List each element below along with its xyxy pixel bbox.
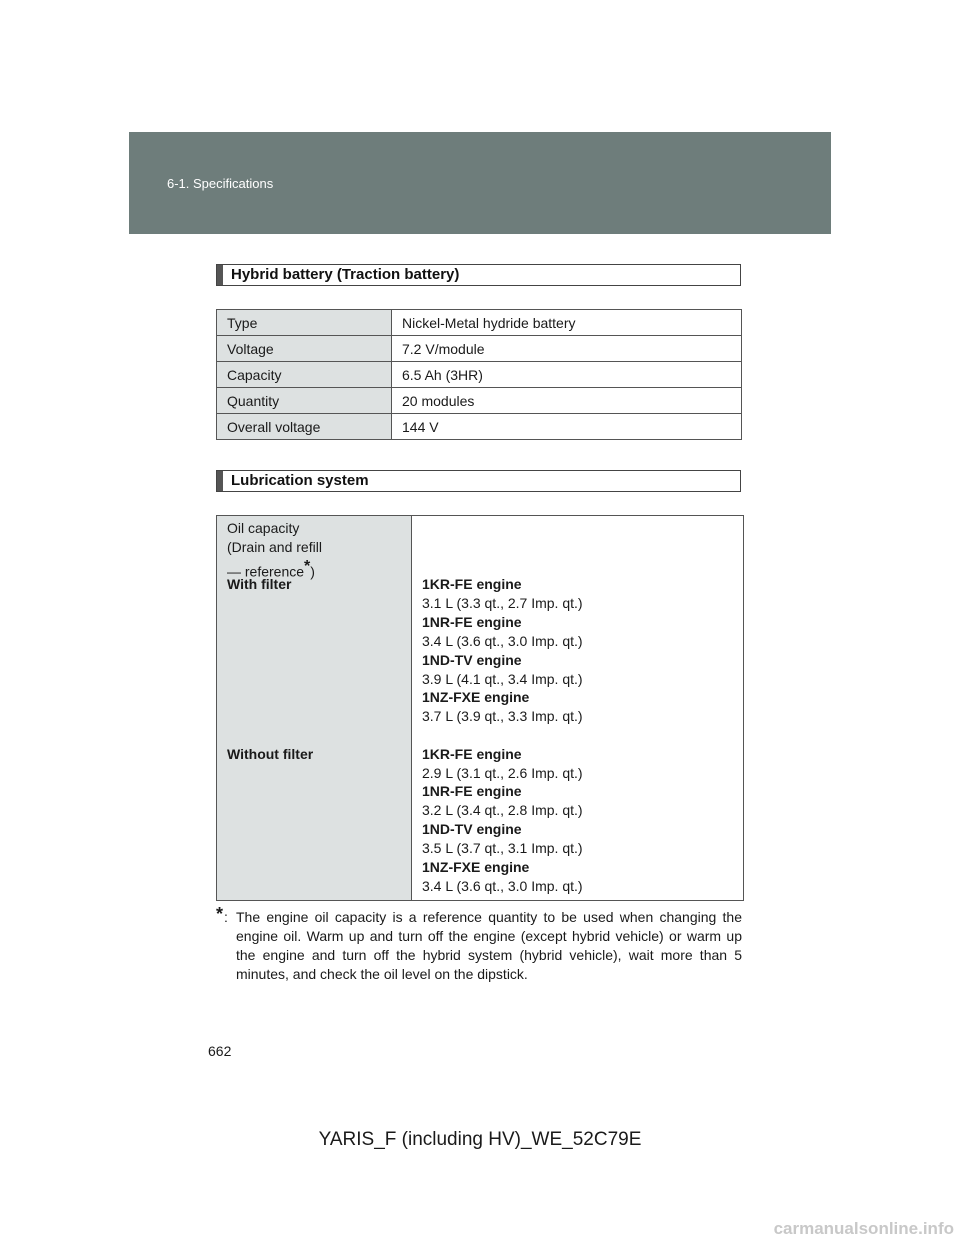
section-title-lubrication (216, 470, 741, 492)
engine-name: 1KR-FE engine (422, 746, 522, 762)
page-number: 662 (208, 1043, 232, 1059)
engine-capacity: 3.5 L (3.7 qt., 3.1 Imp. qt.) (422, 840, 583, 856)
section-accent (217, 265, 223, 285)
reference-close: ) (310, 563, 315, 580)
table-row (217, 310, 742, 336)
document-id: YARIS_F (including HV)_WE_52C79E (318, 1129, 642, 1150)
row-label: Capacity (217, 362, 392, 388)
hybrid-battery-table (216, 309, 742, 440)
oil-capacity-sub: (Drain and refill (227, 539, 322, 555)
section-title-text: Hybrid battery (Traction battery) (231, 266, 460, 283)
without-filter-label: Without filter (227, 746, 314, 762)
engine-name: 1NR-FE engine (422, 614, 522, 630)
row-label: Quantity (217, 388, 392, 414)
engine-name: 1ND-TV engine (422, 652, 522, 668)
footnote-colon: : (224, 909, 228, 925)
table-row (217, 414, 742, 440)
engine-capacity: 3.9 L (4.1 qt., 3.4 Imp. qt.) (422, 671, 583, 687)
engine-capacity: 3.2 L (3.4 qt., 2.8 Imp. qt.) (422, 802, 583, 818)
row-value: 144 V (392, 414, 742, 440)
oil-capacity-label: Oil capacity (227, 520, 300, 536)
engine-capacity: 3.4 L (3.6 qt., 3.0 Imp. qt.) (422, 878, 583, 894)
reference-text: — reference (227, 563, 305, 580)
table-row (217, 388, 742, 414)
engine-capacity: 2.9 L (3.1 qt., 2.6 Imp. qt.) (422, 765, 583, 781)
engine-capacity: 3.4 L (3.6 qt., 3.0 Imp. qt.) (422, 633, 583, 649)
footnote-star: * (216, 904, 224, 924)
section-title-text: Lubrication system (231, 472, 369, 489)
engine-name: 1KR-FE engine (422, 576, 522, 592)
footnote (216, 904, 742, 984)
row-label: Voltage (217, 336, 392, 362)
table-row (217, 336, 742, 362)
footnote-star: * (304, 558, 311, 575)
page-header (129, 132, 831, 234)
row-value: 7.2 V/module (392, 336, 742, 362)
table-row (217, 362, 742, 388)
lubrication-table (216, 515, 744, 901)
row-label: Type (217, 310, 392, 336)
engine-capacity: 3.1 L (3.3 qt., 2.7 Imp. qt.) (422, 595, 583, 611)
engine-name: 1ND-TV engine (422, 821, 522, 837)
row-label: Overall voltage (217, 414, 392, 440)
row-value: 6.5 Ah (3HR) (392, 362, 742, 388)
breadcrumb: 6-1. Specifications (167, 176, 274, 191)
engine-name: 1NR-FE engine (422, 783, 522, 799)
engine-name: 1NZ-FXE engine (422, 859, 530, 875)
watermark: carmanualsonline.info (773, 1219, 954, 1238)
engine-name: 1NZ-FXE engine (422, 689, 530, 705)
section-title-hybrid-battery (216, 264, 741, 286)
row-value: Nickel-Metal hydride battery (392, 310, 742, 336)
row-value: 20 modules (392, 388, 742, 414)
with-filter-label: With filter (227, 576, 292, 592)
footnote-text: The engine oil capacity is a reference quantity to be used when changing the engine oil. Warm up and turn off the engine (except hybrid vehicle) or warm up the engine and turn off the hybrid system (hybrid vehicle), wait more than 5 minutes, and check the oil level on the dipstick. (236, 909, 742, 982)
engine-capacity: 3.7 L (3.9 qt., 3.3 Imp. qt.) (422, 708, 583, 724)
section-accent (217, 471, 223, 491)
